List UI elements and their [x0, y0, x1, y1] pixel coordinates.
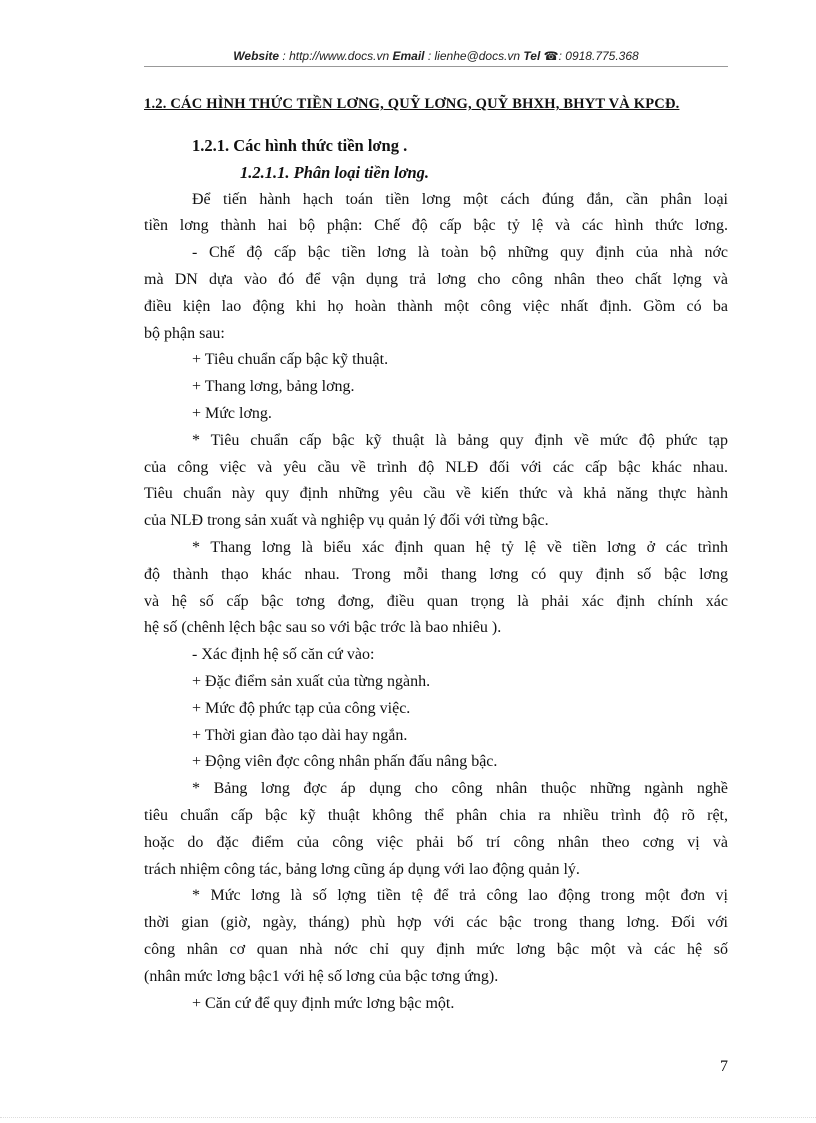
body-line: bộ phận sau:: [144, 324, 225, 342]
website-value[interactable]: : http://www.docs.vn: [282, 49, 390, 63]
heading-2: 1.2.1. Các hình thức tiền lơng .: [192, 136, 408, 155]
body-line: * Bảng lơng đợc áp dụng cho công nhân thuộc những ngành nghề: [192, 780, 728, 798]
section-title: 1.2. CÁC HÌNH THỨC TIỀN LƠNG, QUỸ LƠNG, QUỸ BHXH, BHYT VÀ KPCĐ.: [144, 96, 680, 112]
list-item: + Mức độ phức tạp của công việc.: [192, 699, 411, 717]
body-line: của công việc và yêu cầu về trình độ NLĐ đối với các cấp bậc khác nhau.: [144, 458, 728, 476]
heading-3: 1.2.1.1. Phân loại tiền lơng.: [240, 162, 430, 182]
body-line: trách nhiệm công tác, bảng lơng cũng áp dụng với lao động quản lý.: [144, 860, 580, 878]
body-line: * Thang lơng là biểu xác định quan hệ tỷ lệ về tiền lơng ở các trình: [192, 538, 728, 556]
email-value[interactable]: : lienhe@docs.vn: [427, 49, 521, 63]
list-item: + Căn cứ để quy định mức lơng bậc một.: [192, 994, 455, 1012]
body-line: và hệ số cấp bậc tơng đơng, điều quan trọng là phải xác định chính xác: [144, 592, 728, 610]
tel-label: Tel: [523, 49, 541, 63]
body-line: - Chế độ cấp bậc tiền lơng là toàn bộ những quy định của nhà nớc: [192, 244, 728, 262]
list-item: + Đặc điểm sản xuất của từng ngành.: [192, 672, 431, 690]
body-line: điều kiện lao động khi họ hoàn thành một công việc nhất định. Gồm có ba: [144, 297, 728, 315]
footer-divider: [0, 1117, 816, 1118]
page-header: [144, 49, 728, 63]
email-label: Email: [392, 49, 425, 63]
document-body: [144, 133, 728, 1017]
list-item: - Xác định hệ số căn cứ vào:: [192, 646, 375, 664]
body-line: tiêu chuẩn cấp bậc kỹ thuật không thể phân chia ra nhiều trình độ rõ rệt,: [144, 806, 728, 824]
list-item: + Tiêu chuẩn cấp bậc kỹ thuật.: [192, 351, 389, 369]
body-line: hệ số (chênh lệch bậc sau so với bậc trớc là bao nhiêu ).: [144, 619, 502, 637]
tel-value: ☎: 0918.775.368: [543, 49, 639, 63]
body-line: tiền lơng thành hai bộ phận: Chế độ cấp bậc tỷ lệ và các hình thức lơng.: [144, 217, 728, 235]
list-item: + Thang lơng, bảng lơng.: [192, 378, 355, 396]
body-line: độ thành thạo khác nhau. Trong mỗi thang lơng có quy định số bậc lơng: [144, 565, 728, 583]
body-line: hoặc do đặc điểm của công việc phải bố trí công nhân theo cơng vị và: [144, 833, 728, 851]
list-item: + Mức lơng.: [192, 404, 272, 422]
website-label: Website: [233, 49, 280, 63]
header-divider: [144, 66, 728, 67]
body-line: (nhân mức lơng bậc1 với hệ số lơng của bậc tơng ứng).: [144, 967, 499, 985]
body-line: Để tiến hành hạch toán tiền lơng một cách đúng đắn, cần phân loại: [192, 190, 728, 208]
page-number: 7: [720, 1058, 728, 1075]
body-line: thời gian (giờ, ngày, tháng) phù hợp với các bậc trong thang lơng. Đối với: [144, 914, 728, 932]
body-line: công nhân cơ quan nhà nớc chỉ quy định mức lơng bậc một và các hệ số: [144, 940, 728, 958]
body-line: Tiêu chuẩn này quy định những yêu cầu về kiến thức và khả năng thực hành: [144, 485, 728, 503]
body-line: mà DN dựa vào đó để vận dụng trả lơng cho công nhân theo chất lợng và: [144, 270, 728, 288]
body-line: * Tiêu chuẩn cấp bậc kỹ thuật là bảng quy định về mức độ phức tạp: [192, 431, 728, 449]
body-line: * Mức lơng là số lợng tiền tệ để trả công lao động trong một đơn vị: [192, 887, 728, 905]
body-line: của NLĐ trong sản xuất và nghiệp vụ quản lý đối với từng bậc.: [144, 512, 549, 530]
list-item: + Thời gian đào tạo dài hay ngắn.: [192, 726, 408, 744]
list-item: + Động viên đợc công nhân phấn đấu nâng bậc.: [192, 753, 498, 771]
